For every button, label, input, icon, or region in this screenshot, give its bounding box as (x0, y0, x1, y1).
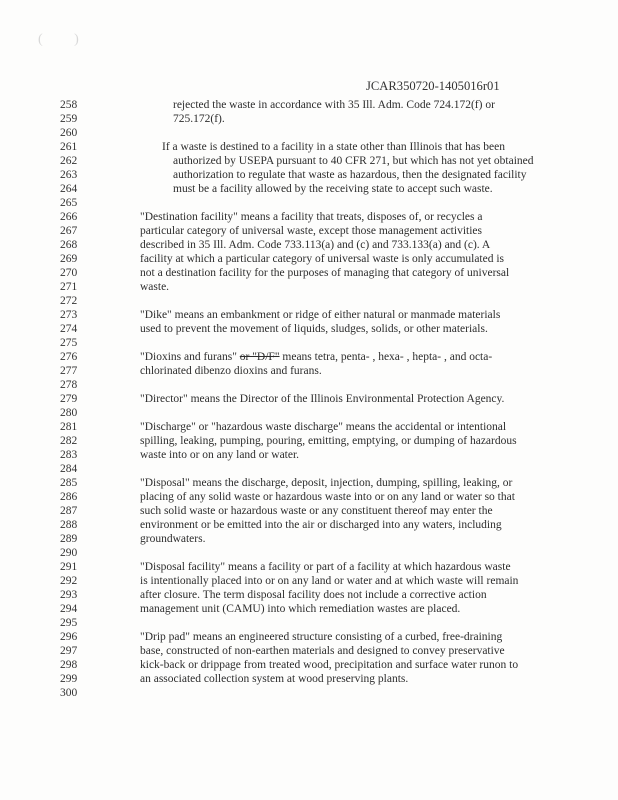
text-line: "Destination facility" means a facility that treats, disposes of, or recycles a (140, 211, 483, 223)
line-number: 289 (60, 533, 78, 545)
scan-artifact: ( ) (38, 32, 93, 47)
line-number: 286 (60, 491, 78, 503)
line-number: 279 (60, 393, 78, 405)
text-line: "Discharge" or "hazardous waste discharge" means the accidental or intentional (140, 421, 507, 433)
line-number: 264 (60, 183, 78, 195)
text-line: 725.172(f). (173, 113, 225, 125)
line-number: 290 (60, 547, 78, 559)
line-number: 282 (60, 435, 78, 447)
text-segment: "Dioxins and furans" (140, 351, 240, 363)
text-line: "Director" means the Director of the Illinois Environmental Protection Agency. (140, 393, 505, 405)
line-number: 263 (60, 169, 78, 181)
text-line: must be a facility allowed by the receiving state to accept such waste. (173, 183, 493, 195)
line-number: 274 (60, 323, 78, 335)
line-number: 259 (60, 113, 78, 125)
text-line: used to prevent the movement of liquids, sludges, solids, or other materials. (140, 323, 488, 335)
line-number: 296 (60, 631, 78, 643)
line-number: 267 (60, 225, 78, 237)
line-number: 275 (60, 337, 78, 349)
text-line: "Drip pad" means an engineered structure consisting of a curbed, free-draining (140, 631, 503, 643)
line-number: 300 (60, 687, 78, 699)
text-line: after closure. The term disposal facility does not include a corrective action (140, 589, 487, 601)
line-number: 276 (60, 351, 78, 363)
line-number: 272 (60, 295, 78, 307)
line-number: 258 (60, 99, 78, 111)
line-number: 278 (60, 379, 78, 391)
line-number: 261 (60, 141, 78, 153)
line-number: 268 (60, 239, 78, 251)
text-line: environment or be emitted into the air or discharged into any waters, including (140, 519, 502, 531)
line-number: 277 (60, 365, 78, 377)
text-line: rejected the waste in accordance with 35 Ill. Adm. Code 724.172(f) or (173, 99, 495, 111)
text-line: described in 35 Ill. Adm. Code 733.113(a) and (c) and 733.133(a) and (c). A (140, 239, 491, 251)
text-line: If a waste is destined to a facility in a state other than Illinois that has been (162, 141, 505, 153)
text-line: groundwaters. (140, 533, 206, 545)
line-number: 285 (60, 477, 78, 489)
text-line: waste into or on any land or water. (140, 449, 300, 461)
text-line: is intentionally placed into or on any land or water and at which waste will remain (140, 575, 519, 587)
line-number: 271 (60, 281, 78, 293)
line-number: 260 (60, 127, 78, 139)
text-line: an associated collection system at wood preserving plants. (140, 673, 409, 685)
text-line: authorized by USEPA pursuant to 40 CFR 271, but which has not yet obtained (173, 155, 534, 167)
line-number: 298 (60, 659, 78, 671)
text-line: "Disposal facility" means a facility or part of a facility at which hazardous waste (140, 561, 511, 573)
line-number: 295 (60, 617, 78, 629)
line-number: 287 (60, 505, 78, 517)
text-line: placing of any solid waste or hazardous waste into or on any land or water so that (140, 491, 515, 503)
line-number: 297 (60, 645, 78, 657)
line-number: 299 (60, 673, 78, 685)
text-line: waste. (140, 281, 170, 293)
line-number: 281 (60, 421, 78, 433)
document-id: JCAR350720-1405016r01 (366, 79, 500, 93)
text-line: "Disposal" means the discharge, deposit, injection, dumping, spilling, leaking, or (140, 477, 513, 489)
line-number: 288 (60, 519, 78, 531)
text-line: kick-back or drippage from treated wood, precipitation and surface water runon to (140, 659, 519, 671)
line-number: 265 (60, 197, 78, 209)
text-line: management unit (CAMU) into which remediation wastes are placed. (140, 603, 461, 615)
text-line: chlorinated dibenzo dioxins and furans. (140, 365, 322, 377)
text-line: such solid waste or hazardous waste or any constituent thereof may enter the (140, 505, 493, 517)
line-number: 292 (60, 575, 78, 587)
line-number: 273 (60, 309, 78, 321)
line-number: 293 (60, 589, 78, 601)
line-number: 262 (60, 155, 78, 167)
line-number: 294 (60, 603, 78, 615)
line-number: 284 (60, 463, 78, 475)
text-line: not a destination facility for the purposes of managing that category of universal (140, 267, 510, 279)
line-number: 266 (60, 211, 78, 223)
line-number: 291 (60, 561, 78, 573)
text-line: spilling, leaking, pumping, pouring, emitting, emptying, or dumping of hazardous (140, 435, 517, 447)
text-segment: means tetra, penta- , hexa- , hepta- , and octa- (279, 351, 493, 363)
line-number: 270 (60, 267, 78, 279)
text-line: base, constructed of non-earthen materials and designed to convey preservative (140, 645, 505, 657)
text-line: authorization to regulate that waste as hazardous, then the designated facility (173, 169, 527, 181)
struck-text: or "D/F" (239, 351, 280, 363)
text-line: "Dike" means an embankment or ridge of either natural or manmade materials (140, 309, 501, 321)
line-number: 280 (60, 407, 78, 419)
text-line: facility at which a particular category of universal waste is only accumulated is (140, 253, 505, 265)
text-line-with-deletion (140, 350, 492, 364)
line-number: 283 (60, 449, 78, 461)
text-line: particular category of universal waste, except those management activities (140, 225, 482, 237)
line-number: 269 (60, 253, 78, 265)
